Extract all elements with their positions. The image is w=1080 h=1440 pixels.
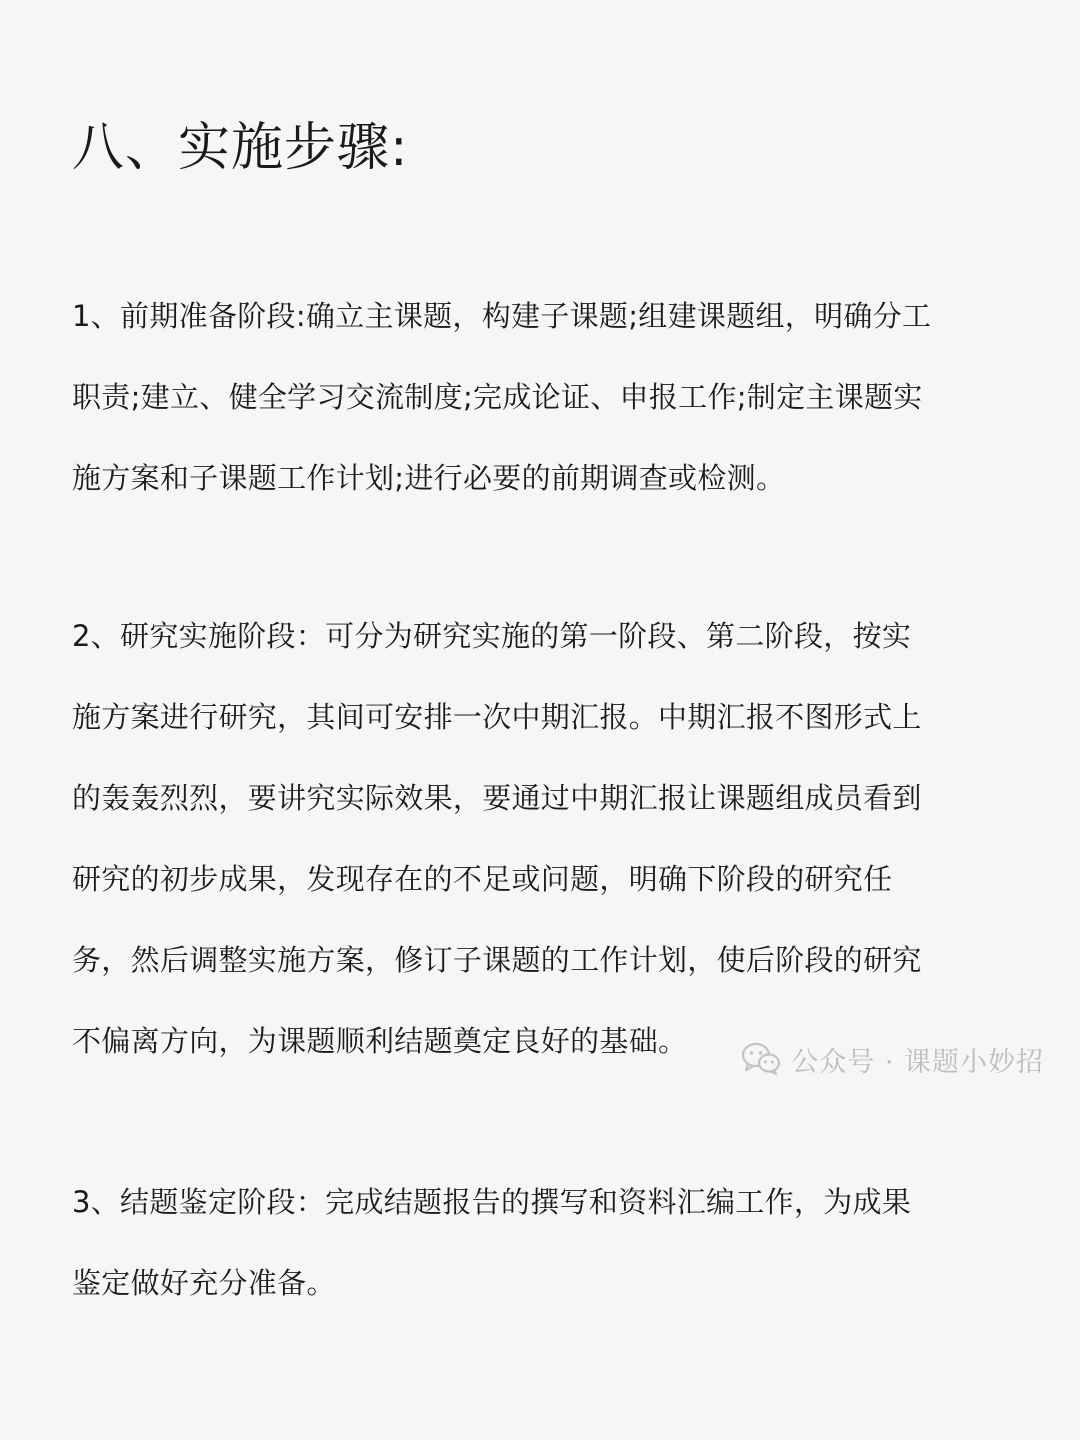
paragraph-line: 鉴定做好充分准备。: [72, 1266, 336, 1300]
paragraph-line: 施方案和子课题工作计划;进行必要的前期调查或检测。: [72, 461, 786, 495]
watermark: [741, 1035, 1044, 1083]
paragraph-line: 务，然后调整实施方案，修订子课题的工作计划，使后阶段的研究: [72, 943, 922, 977]
paragraph-line: 职责;建立、健全学习交流制度;完成论证、申报工作;制定主课题实: [72, 380, 923, 414]
page-title: 八、实施步骤:: [72, 118, 409, 178]
paragraph-line: 研究的初步成果，发现存在的不足或问题，明确下阶段的研究任: [72, 862, 893, 896]
watermark-text: 公众号 · 课题小妙招: [791, 1046, 1044, 1078]
paragraph-line: 2、研究实施阶段：可分为研究实施的第一阶段、第二阶段，按实: [72, 619, 912, 653]
paragraph-step-3: [72, 1162, 1012, 1324]
paragraph-step-2: [72, 596, 1012, 1082]
paragraph-line: 不偏离方向，为课题顺利结题奠定良好的基础。: [72, 1024, 688, 1058]
paragraph-line: 的轰轰烈烈，要讲究实际效果，要通过中期汇报让课题组成员看到: [72, 781, 922, 815]
wechat-icon: [741, 1042, 781, 1076]
paragraph-line: 3、结题鉴定阶段：完成结题报告的撰写和资料汇编工作，为成果: [72, 1185, 912, 1219]
paragraph-step-1: [72, 276, 1012, 519]
paragraph-line: 施方案进行研究，其间可安排一次中期汇报。中期汇报不图形式上: [72, 700, 922, 734]
paragraph-line: 1、前期准备阶段:确立主课题，构建子课题;组建课题组，明确分工: [72, 299, 932, 333]
